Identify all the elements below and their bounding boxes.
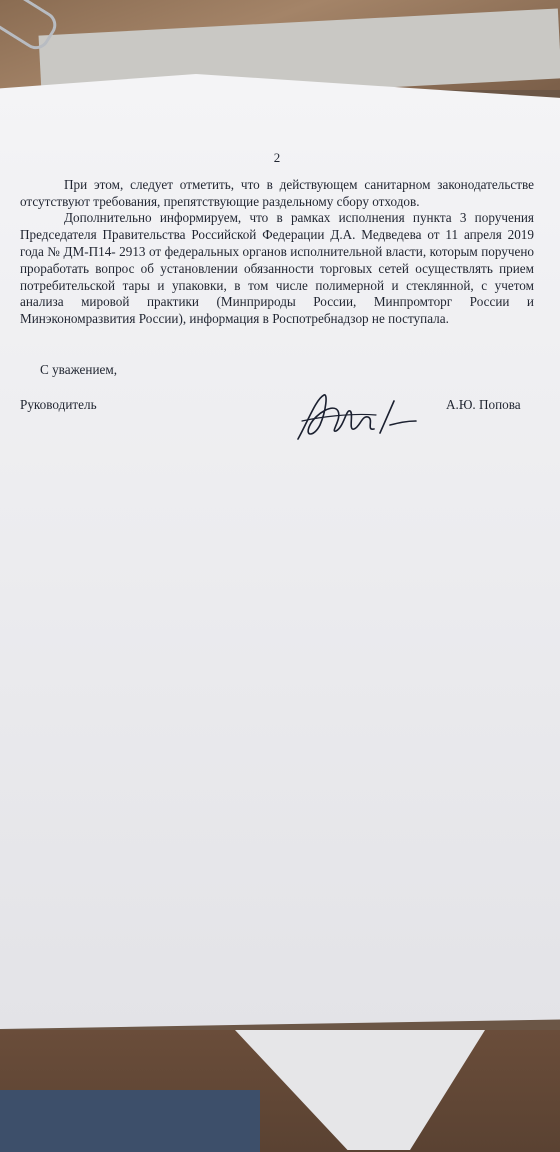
page-number: 2: [273, 150, 281, 165]
closing-salutation: С уважением,: [40, 361, 117, 377]
document-body: [20, 150, 534, 457]
paragraph-2: Дополнительно информируем, что в рамках исполнения пункта 3 поручения Председателя Правительства Российской Федерации Д.А. Медведева от 11 апреля 2019 года № ДМ-П14- 2913 от федеральных органов исполнительной власти, которым поручено проработать вопрос об установлении обязанности торговых сетей осуществлять прием потребительской тары и упаковки, в том числе полимерной и стеклянной, с учетом анализа мировой практики (Минприроды России, Минпромторг России и Минэкономразвития России), информация в Роспотребнадзор не поступала.: [20, 210, 534, 327]
blue-folder: [0, 1090, 260, 1152]
signer-title: Руководитель: [20, 396, 97, 412]
paragraph-1: При этом, следует отметить, что в действующем санитарном законодательстве отсутствуют требования, препятствующие раздельному сбору отходов.: [20, 176, 534, 209]
signer-name: А.Ю. Попова: [446, 396, 521, 412]
signature-row: [20, 397, 534, 457]
handwritten-signature: [290, 381, 420, 451]
